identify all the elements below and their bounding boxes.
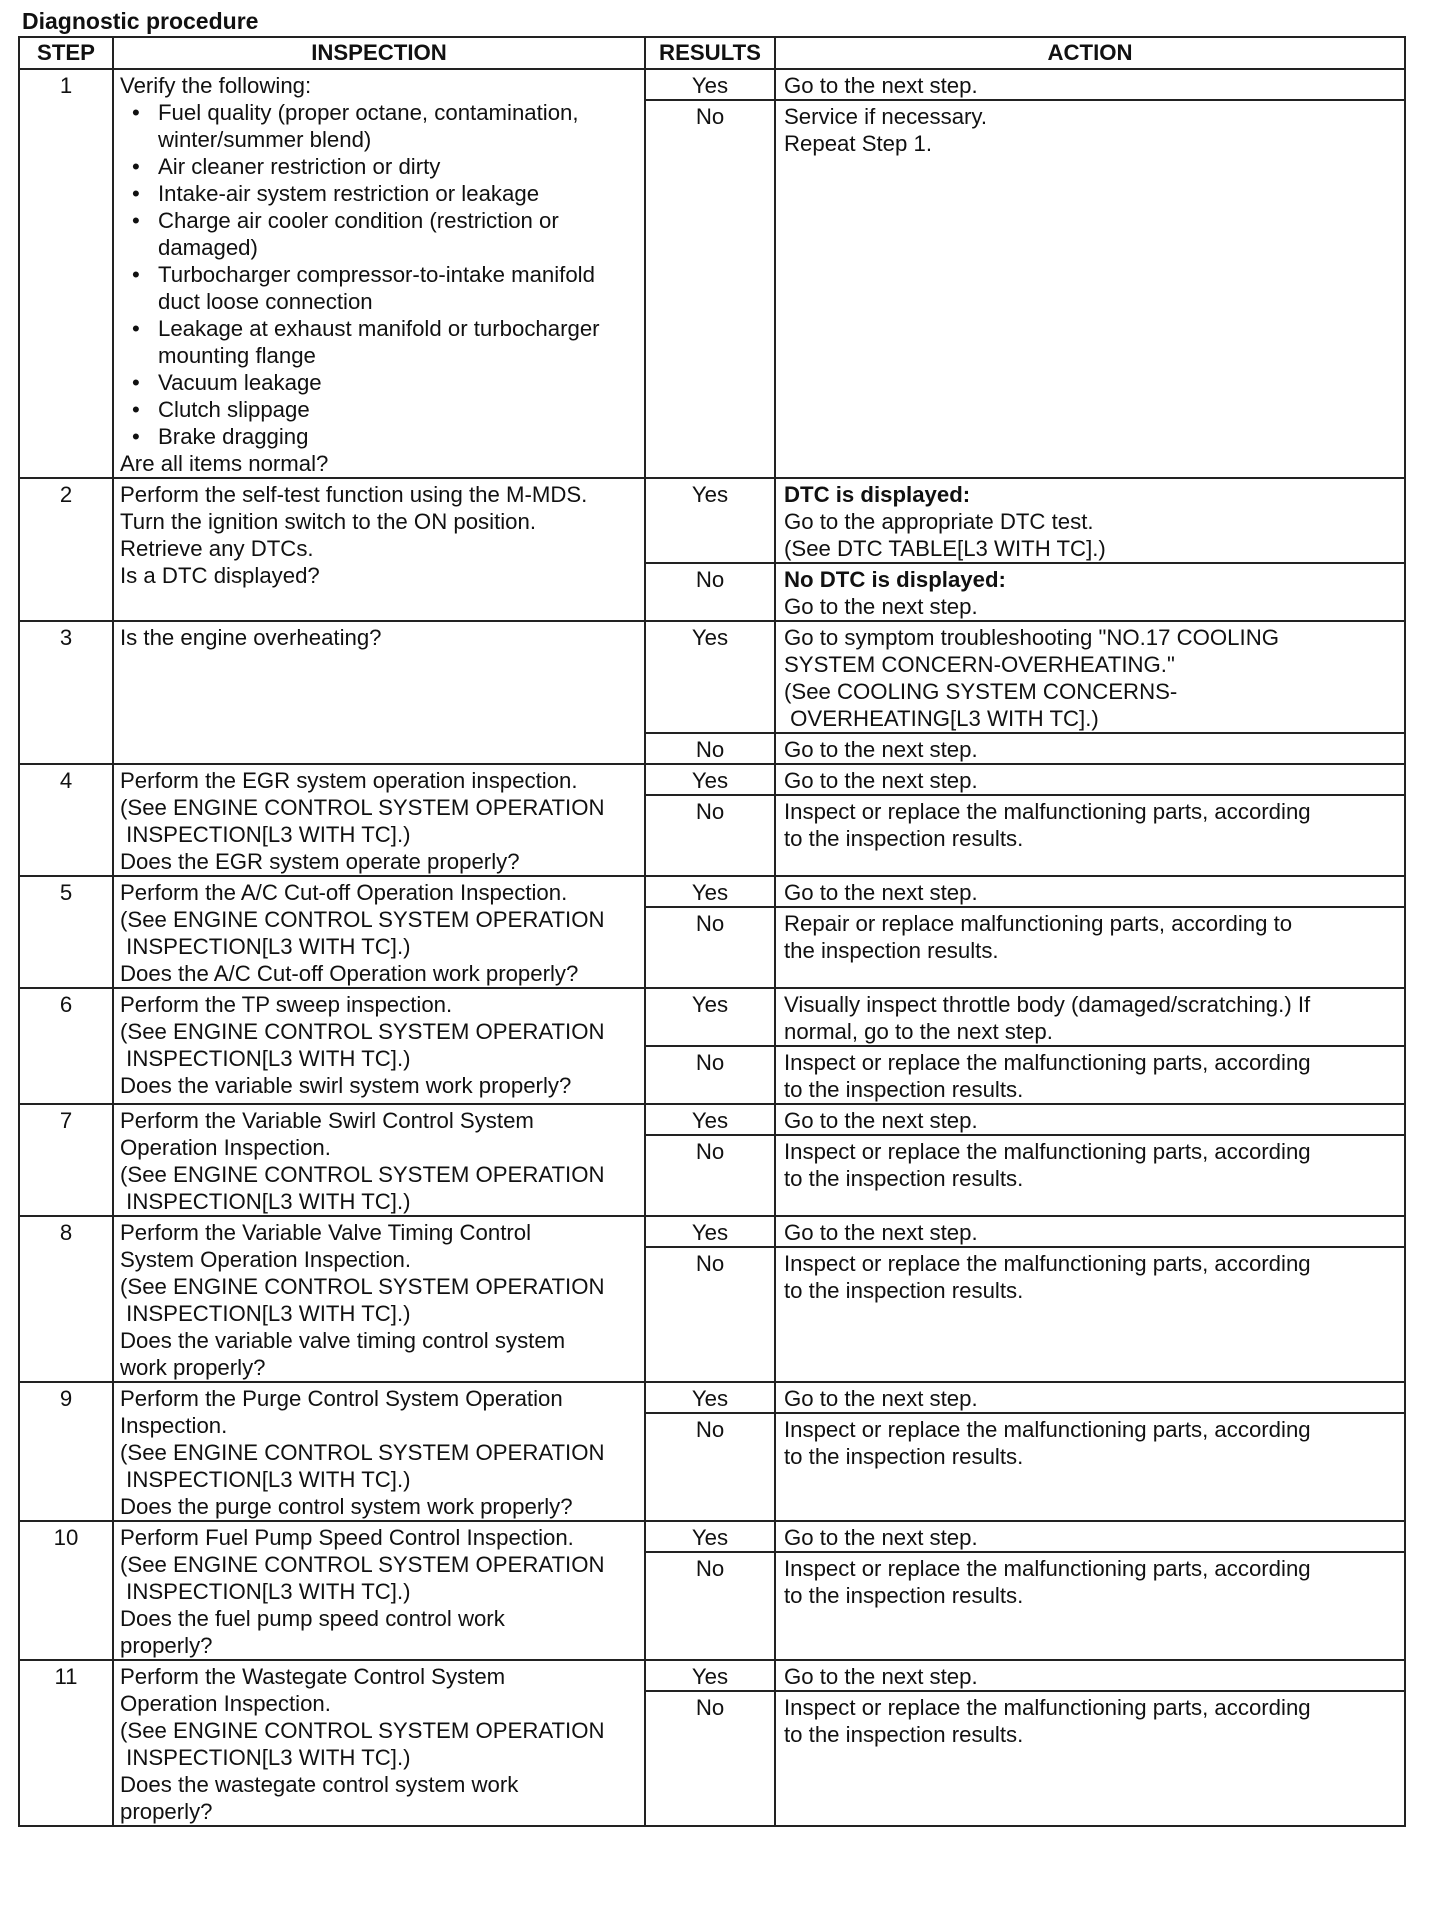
- inspection-cell: [113, 876, 645, 988]
- action-text: Go to the next step.: [784, 1386, 978, 1411]
- inspection-cell: [113, 1216, 645, 1382]
- inspection-text: properly?: [120, 1799, 213, 1824]
- table-row: [19, 1216, 1405, 1247]
- action-text: Visually inspect throttle body (damaged/scratching.) If: [784, 992, 1311, 1017]
- inspection-text: INSPECTION[L3 WITH TC].): [120, 1467, 411, 1492]
- action-text: (See DTC TABLE[L3 WITH TC].): [784, 536, 1106, 561]
- table-row: [19, 764, 1405, 795]
- action-text: Go to the next step.: [784, 768, 978, 793]
- table-row: [19, 988, 1405, 1046]
- inspection-checklist: [120, 99, 638, 450]
- action-cell: [775, 100, 1405, 478]
- result-no: No: [645, 1552, 775, 1660]
- action-cell: [775, 563, 1405, 621]
- checklist-item-text: • Fuel quality (proper octane, contamination,: [158, 100, 579, 125]
- action-cell: [775, 1247, 1405, 1382]
- result-yes: Yes: [645, 1521, 775, 1552]
- action-text: Go to the next step.: [784, 1220, 978, 1245]
- checklist-item: [120, 396, 638, 423]
- result-yes: Yes: [645, 1382, 775, 1413]
- action-text: to the inspection results.: [784, 826, 1024, 851]
- action-cell: [775, 1552, 1405, 1660]
- action-text: Repeat Step 1.: [784, 131, 933, 156]
- step-number: 11: [19, 1660, 113, 1826]
- result-no: No: [645, 1046, 775, 1104]
- inspection-text: System Operation Inspection.: [120, 1247, 412, 1272]
- inspection-cell: [113, 1660, 645, 1826]
- result-yes: Yes: [645, 1660, 775, 1691]
- step-number: 8: [19, 1216, 113, 1382]
- table-header-row: [19, 37, 1405, 69]
- inspection-text: Perform the Variable Swirl Control System: [120, 1108, 534, 1133]
- result-yes: Yes: [645, 1104, 775, 1135]
- inspection-text: Does the variable swirl system work properly?: [120, 1073, 572, 1098]
- result-no: No: [645, 1247, 775, 1382]
- action-text: OVERHEATING[L3 WITH TC].): [784, 706, 1099, 731]
- step-number: 3: [19, 621, 113, 764]
- action-text: the inspection results.: [784, 938, 999, 963]
- header-action: ACTION: [775, 37, 1405, 69]
- inspection-text: Perform the Variable Valve Timing Control: [120, 1220, 532, 1245]
- checklist-item: [120, 315, 638, 369]
- action-cell: [775, 733, 1405, 764]
- checklist-item-text: damaged): [158, 235, 258, 260]
- inspection-text: Inspection.: [120, 1413, 228, 1438]
- action-cell: [775, 1135, 1405, 1216]
- inspection-text: Is a DTC displayed?: [120, 563, 320, 588]
- step-number: 10: [19, 1521, 113, 1660]
- inspection-text: work properly?: [120, 1355, 266, 1380]
- checklist-item-text: • Leakage at exhaust manifold or turbocharger: [158, 316, 600, 341]
- action-text: Go to the next step.: [784, 73, 978, 98]
- action-text: (See COOLING SYSTEM CONCERNS-: [784, 679, 1178, 704]
- action-cell: [775, 1216, 1405, 1247]
- action-text: Inspect or replace the malfunctioning parts, according: [784, 1556, 1311, 1581]
- inspection-text: Turn the ignition switch to the ON position.: [120, 509, 537, 534]
- action-cell: [775, 1046, 1405, 1104]
- action-text: to the inspection results.: [784, 1444, 1024, 1469]
- action-text: Go to the next step.: [784, 594, 978, 619]
- inspection-text: Does the variable valve timing control system: [120, 1328, 566, 1353]
- page-title: Diagnostic procedure: [22, 8, 259, 34]
- action-heading: DTC is displayed:: [784, 482, 971, 507]
- inspection-text: Verify the following:: [120, 73, 312, 98]
- checklist-item-text: • Vacuum leakage: [158, 370, 322, 395]
- action-cell: [775, 988, 1405, 1046]
- result-no: No: [645, 1135, 775, 1216]
- action-text: Inspect or replace the malfunctioning parts, according: [784, 1417, 1311, 1442]
- inspection-cell: [113, 1104, 645, 1216]
- inspection-text: INSPECTION[L3 WITH TC].): [120, 1579, 411, 1604]
- inspection-text: Perform the EGR system operation inspection.: [120, 768, 578, 793]
- action-text: to the inspection results.: [784, 1583, 1024, 1608]
- checklist-item-text: • Air cleaner restriction or dirty: [158, 154, 441, 179]
- inspection-text: (See ENGINE CONTROL SYSTEM OPERATION: [120, 1274, 605, 1299]
- action-text: Service if necessary.: [784, 104, 988, 129]
- result-yes: Yes: [645, 988, 775, 1046]
- table-row: [19, 69, 1405, 100]
- result-no: No: [645, 1691, 775, 1826]
- inspection-cell: [113, 988, 645, 1104]
- result-yes: Yes: [645, 764, 775, 795]
- inspection-text: Does the EGR system operate properly?: [120, 849, 520, 874]
- inspection-cell: [113, 478, 645, 621]
- result-no: No: [645, 795, 775, 876]
- table-row: [19, 621, 1405, 733]
- inspection-cell: [113, 69, 645, 478]
- action-cell: [775, 1660, 1405, 1691]
- result-yes: Yes: [645, 621, 775, 733]
- header-inspection: INSPECTION: [113, 37, 645, 69]
- inspection-text: (See ENGINE CONTROL SYSTEM OPERATION: [120, 1440, 605, 1465]
- inspection-text: INSPECTION[L3 WITH TC].): [120, 1046, 411, 1071]
- inspection-cell: [113, 1382, 645, 1521]
- action-text: SYSTEM CONCERN-OVERHEATING.": [784, 652, 1175, 677]
- action-text: Inspect or replace the malfunctioning parts, according: [784, 799, 1311, 824]
- checklist-item-text: • Brake dragging: [158, 424, 309, 449]
- action-text: Inspect or replace the malfunctioning parts, according: [784, 1050, 1311, 1075]
- inspection-text: (See ENGINE CONTROL SYSTEM OPERATION: [120, 1718, 605, 1743]
- action-text: to the inspection results.: [784, 1722, 1024, 1747]
- inspection-text: (See ENGINE CONTROL SYSTEM OPERATION: [120, 1019, 605, 1044]
- checklist-item: [120, 180, 638, 207]
- action-heading: No DTC is displayed:: [784, 567, 1006, 592]
- inspection-text: INSPECTION[L3 WITH TC].): [120, 934, 411, 959]
- inspection-text: Does the A/C Cut-off Operation work properly?: [120, 961, 579, 986]
- inspection-text: Retrieve any DTCs.: [120, 536, 314, 561]
- action-text: to the inspection results.: [784, 1166, 1024, 1191]
- action-text: to the inspection results.: [784, 1077, 1024, 1102]
- table-body: [19, 69, 1405, 1826]
- checklist-item: [120, 369, 638, 396]
- header-results: RESULTS: [645, 37, 775, 69]
- table-row: [19, 876, 1405, 907]
- inspection-text: Perform the Wastegate Control System: [120, 1664, 506, 1689]
- action-text: Inspect or replace the malfunctioning parts, according: [784, 1695, 1311, 1720]
- diagnostic-procedure-page: [18, 8, 1404, 1827]
- result-no: No: [645, 733, 775, 764]
- checklist-item: [120, 423, 638, 450]
- table-row: [19, 1104, 1405, 1135]
- step-number: 1: [19, 69, 113, 478]
- inspection-text: Perform the TP sweep inspection.: [120, 992, 453, 1017]
- inspection-text: Operation Inspection.: [120, 1135, 331, 1160]
- action-text: Go to the next step.: [784, 1108, 978, 1133]
- action-cell: [775, 69, 1405, 100]
- action-text: Repair or replace malfunctioning parts, according to: [784, 911, 1293, 936]
- inspection-question: Are all items normal?: [120, 451, 329, 476]
- action-text: Go to the next step.: [784, 1664, 978, 1689]
- action-text: Go to the next step.: [784, 880, 978, 905]
- step-number: 5: [19, 876, 113, 988]
- action-text: Go to symptom troubleshooting "NO.17 COOLING: [784, 625, 1279, 650]
- inspection-cell: [113, 1521, 645, 1660]
- inspection-text: INSPECTION[L3 WITH TC].): [120, 1189, 411, 1214]
- result-yes: Yes: [645, 478, 775, 563]
- inspection-text: INSPECTION[L3 WITH TC].): [120, 822, 411, 847]
- inspection-text: Perform the A/C Cut-off Operation Inspection.: [120, 880, 568, 905]
- step-number: 4: [19, 764, 113, 876]
- result-no: No: [645, 1413, 775, 1521]
- inspection-cell: [113, 764, 645, 876]
- step-number: 2: [19, 478, 113, 621]
- checklist-item-text: • Intake-air system restriction or leakage: [158, 181, 540, 206]
- table-row: [19, 478, 1405, 563]
- action-text: normal, go to the next step.: [784, 1019, 1053, 1044]
- step-number: 9: [19, 1382, 113, 1521]
- checklist-item-text: • Turbocharger compressor-to-intake manifold: [158, 262, 595, 287]
- checklist-item-text: • Charge air cooler condition (restriction or: [158, 208, 559, 233]
- inspection-text: Does the wastegate control system work: [120, 1772, 519, 1797]
- diagnostic-table: [18, 36, 1406, 1827]
- step-number: 6: [19, 988, 113, 1104]
- checklist-item-text: winter/summer blend): [158, 127, 372, 152]
- action-text: Go to the next step.: [784, 1525, 978, 1550]
- result-no: No: [645, 563, 775, 621]
- action-text: Go to the next step.: [784, 737, 978, 762]
- inspection-text: Perform Fuel Pump Speed Control Inspection.: [120, 1525, 574, 1550]
- result-yes: Yes: [645, 876, 775, 907]
- checklist-item-text: duct loose connection: [158, 289, 373, 314]
- inspection-text: Perform the self-test function using the M-MDS.: [120, 482, 588, 507]
- action-cell: [775, 1521, 1405, 1552]
- inspection-cell: [113, 621, 645, 764]
- action-cell: [775, 1691, 1405, 1826]
- inspection-text: INSPECTION[L3 WITH TC].): [120, 1301, 411, 1326]
- action-cell: [775, 1104, 1405, 1135]
- inspection-text: Is the engine overheating?: [120, 625, 382, 650]
- result-no: No: [645, 100, 775, 478]
- action-cell: [775, 478, 1405, 563]
- inspection-text: Operation Inspection.: [120, 1691, 331, 1716]
- checklist-item: [120, 99, 638, 153]
- checklist-item-text: • Clutch slippage: [158, 397, 310, 422]
- result-yes: Yes: [645, 1216, 775, 1247]
- step-number: 7: [19, 1104, 113, 1216]
- table-row: [19, 1382, 1405, 1413]
- checklist-item: [120, 261, 638, 315]
- inspection-text: Does the purge control system work properly?: [120, 1494, 573, 1519]
- action-cell: [775, 907, 1405, 988]
- checklist-item: [120, 153, 638, 180]
- action-text: Go to the appropriate DTC test.: [784, 509, 1094, 534]
- action-cell: [775, 1382, 1405, 1413]
- action-cell: [775, 1413, 1405, 1521]
- checklist-item: [120, 207, 638, 261]
- inspection-text: (See ENGINE CONTROL SYSTEM OPERATION: [120, 1552, 605, 1577]
- action-cell: [775, 621, 1405, 733]
- inspection-text: INSPECTION[L3 WITH TC].): [120, 1745, 411, 1770]
- table-row: [19, 1521, 1405, 1552]
- checklist-item-text: mounting flange: [158, 343, 316, 368]
- action-cell: [775, 795, 1405, 876]
- table-row: [19, 1660, 1405, 1691]
- result-yes: Yes: [645, 69, 775, 100]
- action-text: Inspect or replace the malfunctioning parts, according: [784, 1251, 1311, 1276]
- header-step: STEP: [19, 37, 113, 69]
- inspection-text: (See ENGINE CONTROL SYSTEM OPERATION: [120, 1162, 605, 1187]
- action-text: Inspect or replace the malfunctioning parts, according: [784, 1139, 1311, 1164]
- inspection-text: (See ENGINE CONTROL SYSTEM OPERATION: [120, 795, 605, 820]
- action-cell: [775, 876, 1405, 907]
- inspection-text: properly?: [120, 1633, 213, 1658]
- action-cell: [775, 764, 1405, 795]
- inspection-text: Does the fuel pump speed control work: [120, 1606, 505, 1631]
- inspection-text: Perform the Purge Control System Operation: [120, 1386, 563, 1411]
- action-text: to the inspection results.: [784, 1278, 1024, 1303]
- inspection-text: (See ENGINE CONTROL SYSTEM OPERATION: [120, 907, 605, 932]
- result-no: No: [645, 907, 775, 988]
